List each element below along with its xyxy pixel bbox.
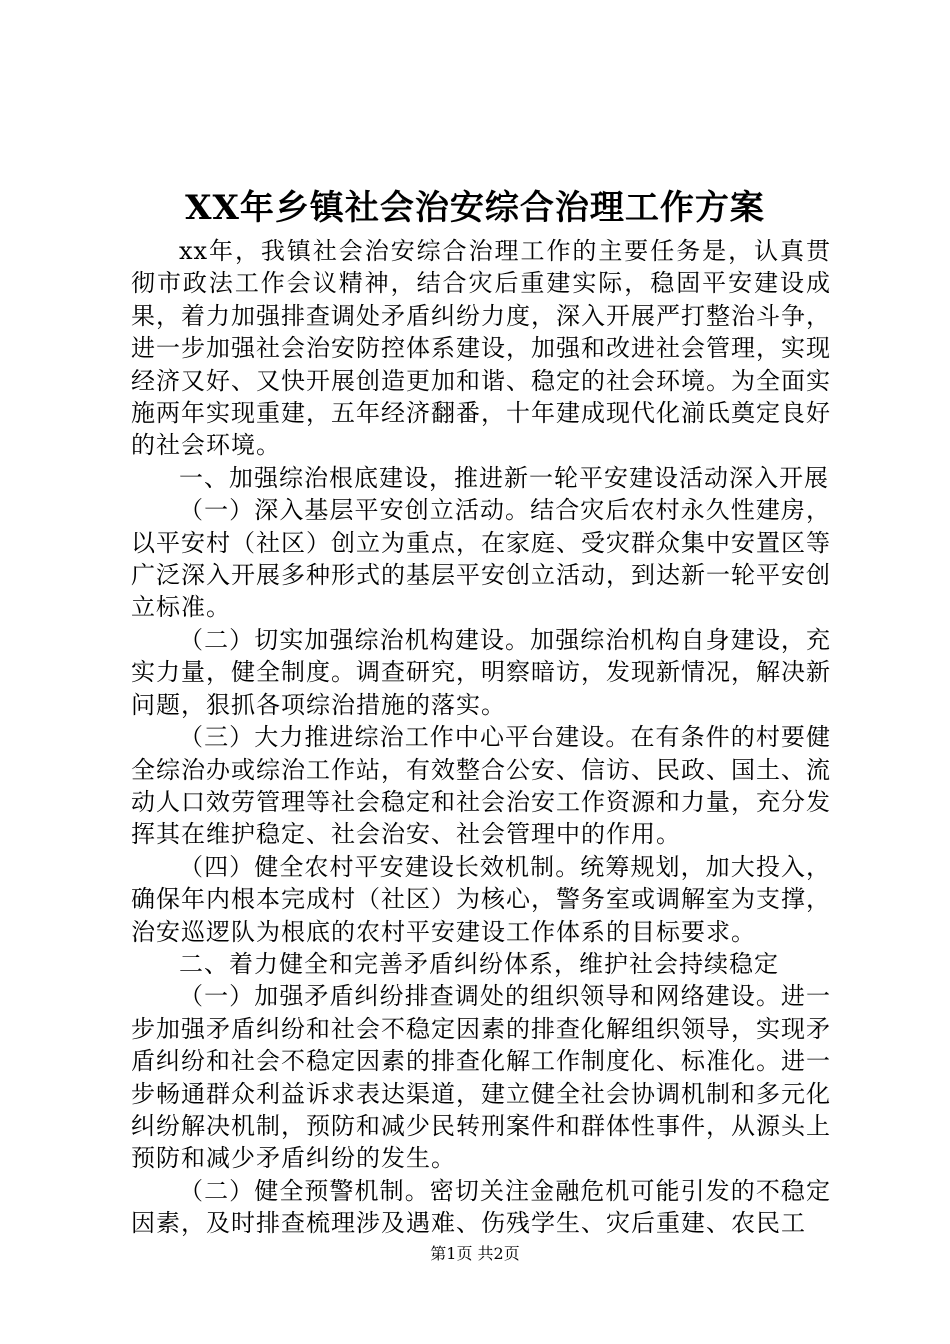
paragraph-1-1: （一）深入基层平安创立活动。结合灾后农村永久性建房，以平安村（社区）创立为重点，在家庭、受灾群众集中安置区等广泛深入开展多种形式的基层平安创立活动，到达新一轮平安创立标准。 bbox=[131, 496, 831, 622]
document-body bbox=[131, 235, 831, 1240]
page-number-footer: 第1页 共2页 bbox=[430, 1244, 520, 1263]
paragraph-2-2: （二）健全预警机制。密切关注金融危机可能引发的不稳定因素，及时排查梳理涉及遇难、伤残学生、灾后重建、农民工 bbox=[131, 1176, 831, 1238]
paragraph-1-3: （三）大力推进综治工作中心平台建设。在有条件的村要健全综治办或综治工作站，有效整合公安、信访、民政、国土、流动人口效劳管理等社会稳定和社会治安工作资源和力量，充分发挥其在维护稳定、社会治安、社会管理中的作用。 bbox=[131, 723, 831, 849]
document-title: XX年乡镇社会治安综合治理工作方案 bbox=[185, 188, 765, 228]
paragraph-intro: xx年，我镇社会治安综合治理工作的主要任务是，认真贯彻市政法工作会议精神，结合灾后重建实际，稳固平安建设成果，着力加强排查调处矛盾纠纷力度，深入开展严打整治斗争，进一步加强社会治安防控体系建设，加强和改进社会管理，实现经济又好、又快开展创造更加和谐、稳定的社会环境。为全面实施两年实现重建，五年经济翻番，十年建成现代化湔氐奠定良好的社会环境。 bbox=[131, 237, 831, 460]
paragraph-1-2: （二）切实加强综治机构建设。加强综治机构自身建设，充实力量，健全制度。调查研究，明察暗访，发现新情况，解决新问题，狠抓各项综治措施的落实。 bbox=[131, 625, 831, 719]
paragraph-1-4: （四）健全农村平安建设长效机制。统筹规划，加大投入，确保年内根本完成村（社区）为核心，警务室或调解室为支撑，治安巡逻队为根底的农村平安建设工作体系的目标要求。 bbox=[131, 852, 831, 946]
paragraph-2-1: （一）加强矛盾纠纷排查调处的组织领导和网络建设。进一步加强矛盾纠纷和社会不稳定因素的排查化解组织领导，实现矛盾纠纷和社会不稳定因素的排查化解工作制度化、标准化。进一步畅通群众利益诉求表达渠道，建立健全社会协调机制和多元化纠纷解决机制，预防和减少民转刑案件和群体性事件，从源头上预防和减少矛盾纠纷的发生。 bbox=[131, 982, 831, 1173]
section-heading-2: 二、着力健全和完善矛盾纠纷体系，维护社会持续稳定 bbox=[179, 949, 779, 978]
section-heading-1: 一、加强综治根底建设，推进新一轮平安建设活动深入开展 bbox=[179, 463, 829, 492]
